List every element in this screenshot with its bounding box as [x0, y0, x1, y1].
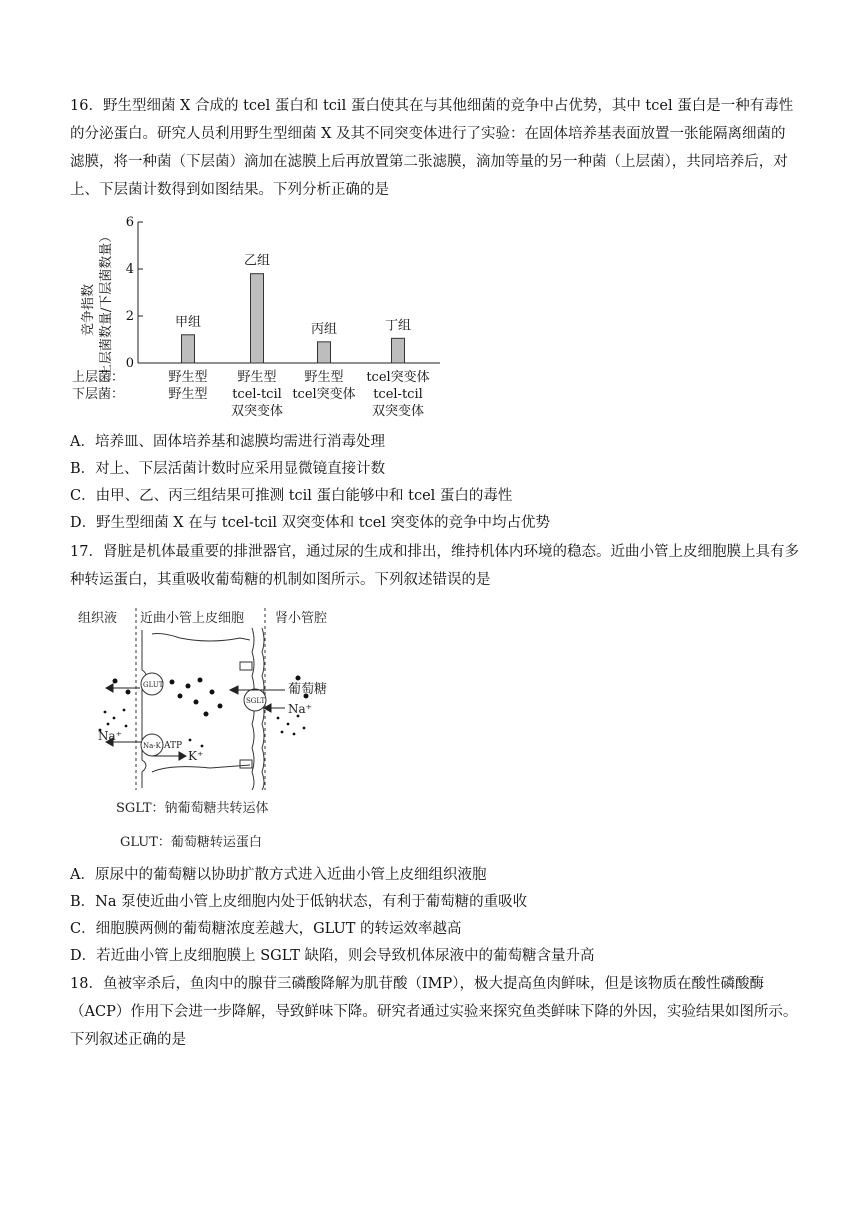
x-group-label: tcel突变体: [366, 370, 430, 385]
x-group-label: tcel-tcil: [232, 387, 282, 402]
legend-sglt: SGLT：钠葡萄糖共转运体: [116, 801, 269, 816]
y-axis-label: 竞争指数: [81, 283, 96, 337]
x-group-label: 野生型: [304, 370, 344, 385]
q16-stem: 16．野生型细菌 X 合成的 tcel 蛋白和 tcil 蛋白使其在与其他细菌的竞争中占优势，其中 tcel 蛋白是一种有毒性的分泌蛋白。研究人员利用野生型细菌 X 及其不同突变体进行了实验：在固体培养基表面放置一张能隔离细菌的滤膜，将一种菌（下层菌）滴加在滤膜上后再放置第二张滤膜，滴加等量的另一种菌（上层菌），共同培养后，对上、下层菌计数得到如图结果。下列分析正确的是: [70, 98, 794, 198]
bar-2: [251, 274, 264, 363]
bar-group-label: 甲组: [174, 314, 202, 330]
y-axis-label-sub: （上层菌数量/下层菌数量）: [99, 229, 114, 391]
tight-junction-bottom: [240, 760, 252, 768]
bar-group-label: 丙组: [310, 321, 338, 337]
sglt-label: SGLT: [246, 697, 266, 705]
x-group-label: tcel突变体: [292, 387, 356, 402]
q17-option-b: B．Na 泵使近曲小管上皮细胞内处于低钠状态，有利于葡萄糖的重吸收: [70, 894, 528, 910]
row-label-bottom: 下层菌：: [72, 387, 125, 402]
x-group-label: 双突变体: [371, 404, 425, 419]
na-label-left: Na⁺: [98, 729, 122, 743]
q17-option-a: A．原尿中的葡萄糖以协助扩散方式进入近曲小管上皮细组织液胞: [70, 867, 487, 883]
kidney-transport-diagram: [70, 600, 390, 860]
basolateral-membrane: [142, 630, 146, 788]
bar-group-label: 丁组: [384, 318, 412, 334]
region-epithelial-cell: 近曲小管上皮细胞: [140, 611, 245, 626]
x-group-label: 野生型: [168, 387, 208, 402]
x-group-label: 野生型: [168, 370, 208, 385]
cell-top-border: [152, 634, 250, 642]
bar-group-label: 乙组: [243, 253, 271, 269]
bar-1: [182, 335, 195, 363]
q18-stem: 18．鱼被宰杀后，鱼肉中的腺苷三磷酸降解为肌苷酸（IMP），极大提高鱼肉鲜味，但是该物质在酸性磷酸酶（ACP）作用下会进一步降解，导致鲜味下降。研究者通过实验来探究鱼类鲜味下降的外因，实验结果如图所示。下列叙述正确的是: [70, 976, 798, 1048]
x-group-label: 双突变体: [230, 404, 284, 419]
glucose-label: 葡萄糖: [288, 682, 328, 697]
x-group-label: tcel-tcil: [373, 387, 423, 402]
q16-option-d: D．野生型细菌 X 在与 tcel-tcil 双突变体和 tcel 突变体的竞争中均占优势: [70, 515, 551, 531]
bar-3: [318, 342, 331, 363]
cell-bottom-border: [152, 765, 250, 772]
glut-label: GLUT: [143, 681, 164, 689]
apical-membrane-outer: [262, 628, 264, 790]
y-tick-label: 0: [125, 356, 134, 371]
q17-option-d: D．若近曲小管上皮细胞膜上 SGLT 缺陷，则会导致机体尿液中的葡萄糖含量升高: [70, 948, 595, 964]
bar-4: [392, 338, 405, 363]
y-tick-label: 6: [125, 215, 134, 230]
q17-option-c: C．细胞膜两侧的葡萄糖浓度差越大，GLUT 的转运效率越高: [70, 921, 462, 937]
region-tissue-fluid: 组织液: [78, 611, 118, 626]
q17-stem: 17．肾脏是机体最重要的排泄器官，通过尿的生成和排出，维持机体内环境的稳态。近曲小管上皮细胞膜上具有多种转运蛋白，其重吸收葡萄糖的机制如图所示。下列叙述错误的是: [70, 544, 799, 588]
region-tubule-lumen: 肾小管腔: [275, 611, 328, 626]
q16-option-a: A．培养皿、固体培养基和滤膜均需进行消毒处理: [70, 434, 385, 450]
k-label: K⁺: [188, 749, 204, 763]
q16-option-b: B．对上、下层活菌计数时应采用显微镜直接计数: [70, 461, 386, 477]
y-tick-label: 4: [125, 262, 134, 277]
tight-junction-top: [240, 662, 252, 670]
competition-bar-chart: [70, 210, 450, 425]
x-group-label: 野生型: [237, 370, 277, 385]
pump-label: Na-K: [143, 742, 161, 750]
q16-option-c: C．由甲、乙、丙三组结果可推测 tcil 蛋白能够中和 tcel 蛋白的毒性: [70, 488, 513, 504]
legend-glut: GLUT：葡萄糖转运蛋白: [120, 835, 262, 850]
atp-label: ATP: [164, 741, 183, 751]
row-label-top: 上层菌：: [72, 370, 125, 385]
y-tick-label: 2: [125, 309, 134, 324]
na-label-right: Na⁺: [288, 702, 312, 716]
